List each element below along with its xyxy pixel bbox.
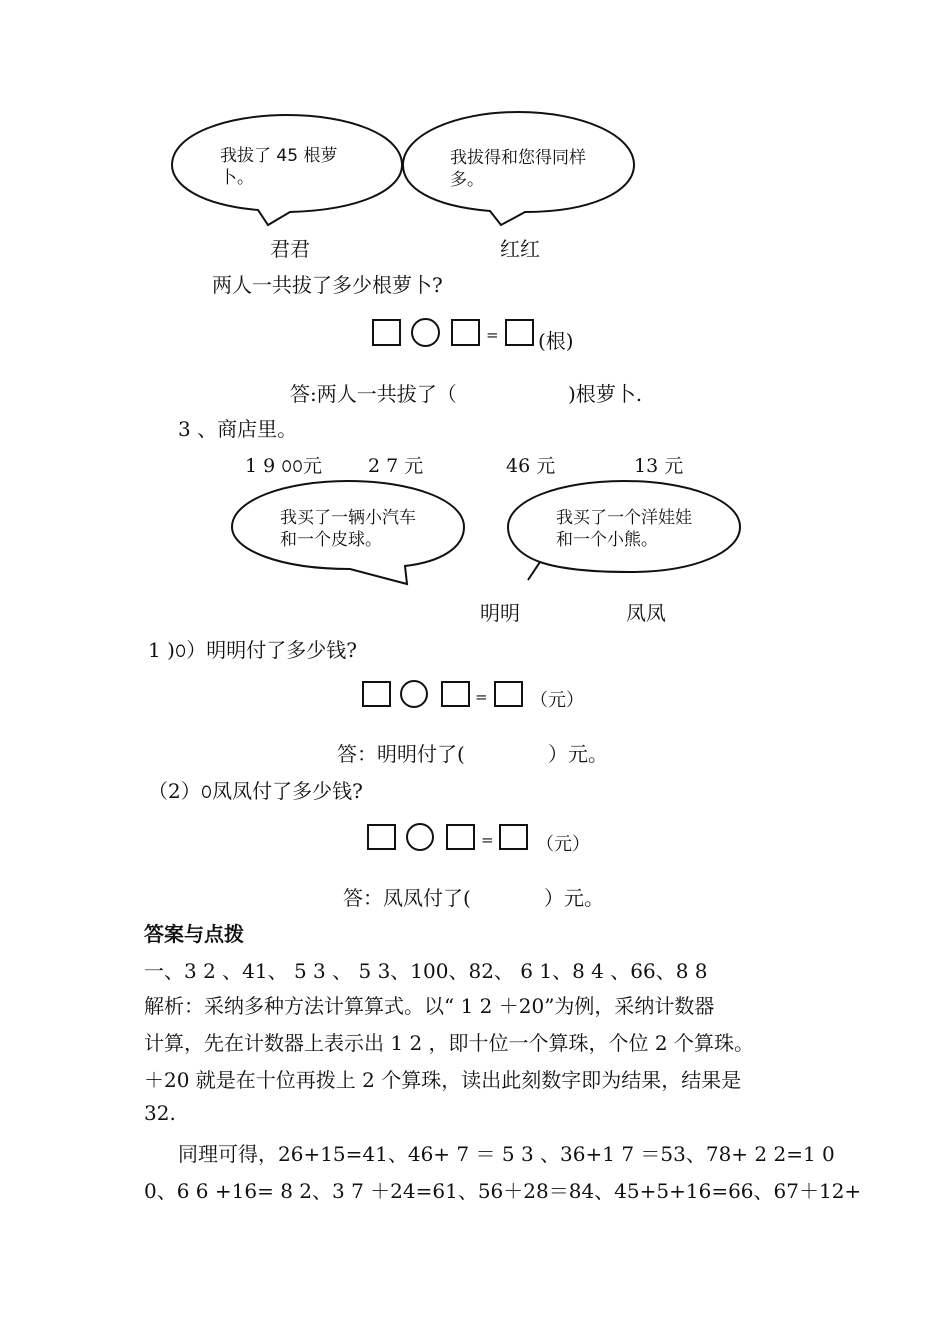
- question-1: 1 )௦）明明付了多少钱?: [148, 638, 358, 662]
- operator-circle[interactable]: [400, 680, 428, 708]
- answers-line-1: 一、3 2 、41、 5 3 、 5 3、100、82、 6 1、8 4 、66、8 8: [144, 959, 708, 983]
- answer-box[interactable]: [441, 681, 470, 707]
- explanation-line: ＋20 就是在十位再拨上 2 个算珠，读出此刻数字即为结果，结果是: [144, 1068, 742, 1092]
- operator-circle[interactable]: [411, 318, 440, 347]
- price-item: 46 元: [506, 455, 556, 477]
- question-carrots: 两人一共拔了多少根萝卜?: [212, 273, 443, 297]
- answer-box[interactable]: [451, 319, 480, 346]
- answer-box[interactable]: [499, 824, 528, 850]
- junjun-bubble-text: 我拔了 45 根萝卜。: [220, 146, 338, 188]
- answers-heading: 答案与点拨: [144, 922, 244, 946]
- unit-label: (根): [538, 329, 574, 353]
- equals-sign: =: [475, 688, 488, 706]
- answer-box[interactable]: [505, 319, 534, 346]
- price-item: 1 9 ௦௦元: [245, 455, 322, 477]
- answer-q1-suffix: ）元。: [548, 742, 608, 766]
- answer-q2-suffix: ）元。: [544, 886, 604, 910]
- unit-label: （元）: [530, 690, 584, 711]
- answer-box[interactable]: [367, 824, 396, 850]
- answer-carrots-prefix: 答:两人一共拔了（: [290, 382, 457, 406]
- explanation-line: 32.: [144, 1101, 176, 1125]
- answer-box[interactable]: [372, 319, 401, 346]
- junjun-name: 君君: [270, 237, 310, 261]
- honghong-name: 红红: [500, 237, 540, 261]
- explanation-line: 计算，先在计数器上表示出 1 2 ，即十位一个算珠，个位 2 个算珠。: [144, 1031, 754, 1055]
- section3-title: 3 、商店里。: [178, 417, 298, 441]
- explanation-line: 解析：采纳多种方法计算算式。以“ 1 2 ＋20”为例，采纳计数器: [144, 994, 715, 1018]
- mingming-name: 明明: [480, 601, 520, 625]
- same-reason-line: 同理可得，26+15=41、46+ 7 ＝ 5 3 、36+1 7 ＝53、78+ 2 2=1 0: [178, 1142, 835, 1166]
- unit-label: （元）: [536, 834, 590, 855]
- answer-q2-prefix: 答：凤凤付了(: [343, 886, 471, 910]
- equals-sign: =: [486, 326, 499, 344]
- same-reason-line: 0、6 6 +16= 8 2、3 7 ＋24=61、56＋28＝84、45+5+16=66、67＋12+: [144, 1179, 862, 1203]
- operator-circle[interactable]: [406, 823, 434, 851]
- answer-box[interactable]: [446, 824, 475, 850]
- answer-box[interactable]: [494, 681, 523, 707]
- price-item: 2 7 元: [368, 455, 424, 477]
- question-2: （2）௦凤凤付了多少钱?: [148, 779, 363, 803]
- fengfeng-name: 凤凤: [626, 601, 666, 625]
- answer-carrots-suffix: )根萝卜.: [568, 382, 643, 406]
- fengfeng-bubble-text: 我买了一个洋娃娃和一个小熊。: [556, 508, 692, 550]
- equals-sign: =: [481, 831, 494, 849]
- mingming-bubble-text: 我买了一辆小汽车和一个皮球。: [280, 508, 416, 550]
- price-item: 13 元: [634, 455, 684, 477]
- answer-q1-prefix: 答：明明付了(: [337, 742, 465, 766]
- answer-box[interactable]: [362, 681, 391, 707]
- honghong-bubble-text: 我拔得和您得同样多。: [450, 148, 586, 190]
